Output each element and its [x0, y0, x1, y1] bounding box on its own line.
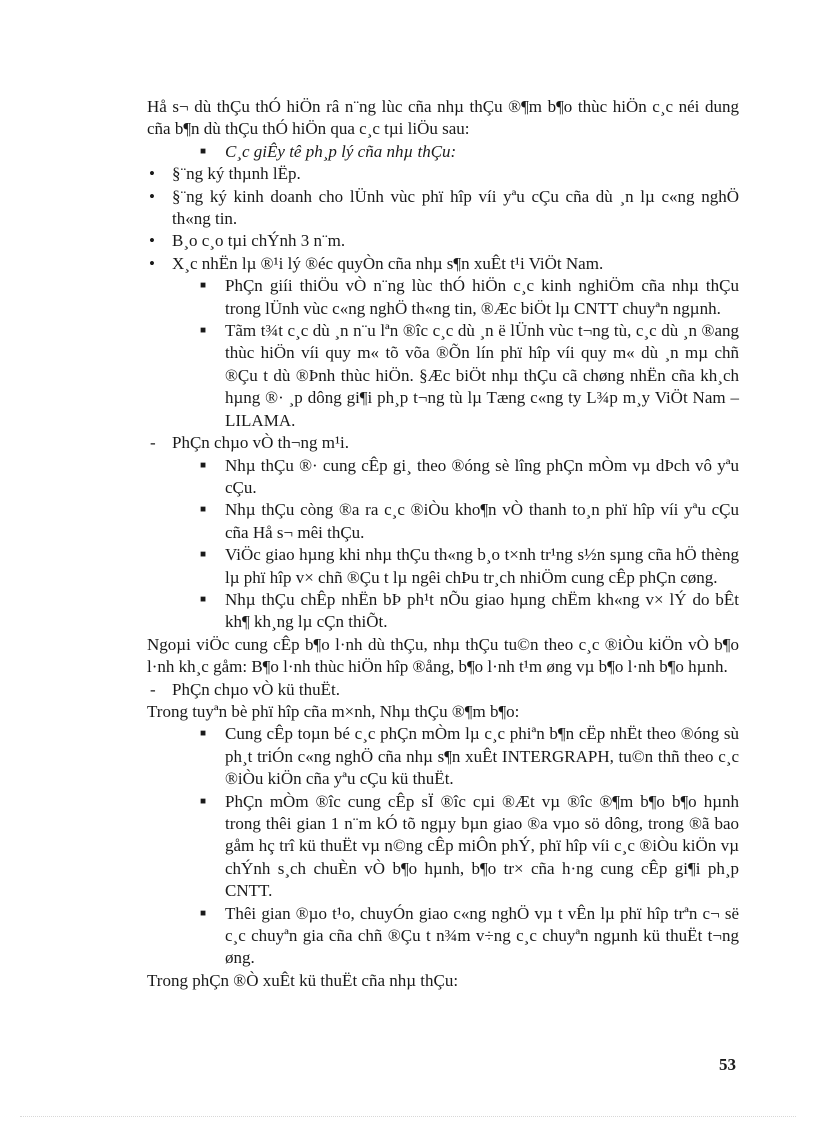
list-item-legal-heading [147, 141, 739, 163]
legal-heading: C¸c giÊy tê ph¸p lý cña nhµ thÇu: [225, 141, 457, 161]
square-bullet-icon: ■ [200, 325, 207, 337]
list-item [147, 253, 739, 275]
square-bullet-icon: ■ [200, 549, 207, 561]
list-item-text: Thêi gian ®µo t¹o, chuyÓn giao c«ng nghÖ vµ t vÊn lµ phï hîp trªn c¬ së c¸c chuyªn gia cña chñ ®Çu t n¾m v÷ng c¸c chuyªn ngµnh kü thuËt t¬ng øng. [225, 903, 739, 968]
square-bullet-icon: ■ [200, 593, 207, 605]
list-item-text: ViÖc giao hµng khi nhµ thÇu th«ng b¸o t×nh tr¹ng s½n sµng cña hÖ thèng lµ phï hîp v× chñ ®Çu t lµ ngêi chÞu tr¸ch nhiÖm cung cÊp phÇn cøng. [225, 545, 739, 587]
dash-bullet-icon: - [150, 433, 156, 453]
page-number: 53 [719, 1055, 736, 1074]
list-item-text: Nhµ thÇu còng ®a ra c¸c ®iÒu kho¶n vÒ thanh to¸n phï hîp víi yªu cÇu cña Hå s¬ mêi thÇu. [225, 500, 739, 542]
document-body [147, 96, 739, 992]
list-item-text: §¨ng ký kinh doanh cho lÜnh vùc phï hîp víi yªu cÇu cña dù ¸n lµ c«ng nghÖ th«ng tin. [172, 186, 739, 229]
compliance-paragraph: Trong tuyªn bè phï hîp cña m×nh, Nhµ thÇu ®¶m b¶o: [147, 701, 520, 721]
list-item-text: PhÇn mÒm ®îc cung cÊp sÏ ®îc cµi ®Æt vµ ®îc ®¶m b¶o b¶o hµnh trong thêi gian 1 n¨m kÓ tõ ngµy bµn giao ®a vµo sö dông, trong ®ã bao gåm hç trî kü thuËt vµ n©ng cÊp miÔn phÝ, phï hîp víi c¸c ®iÒu kiÖn vµ chÝnh s¸ch chuÈn vÒ b¶o hµnh, b¶o tr× cña h·ng cung cÊp gi¶i ph¸p CNTT. [225, 791, 739, 901]
section-heading-technical [147, 679, 739, 701]
list-item [147, 186, 739, 231]
square-bullet-icon: ■ [200, 795, 207, 807]
technical-proposal-paragraph: Trong phÇn ®Ò xuÊt kü thuËt cña nhµ thÇu: [147, 970, 459, 990]
list-item [147, 791, 739, 903]
section-heading-commercial [147, 432, 739, 454]
list-item [147, 163, 739, 185]
square-bullet-icon: ■ [200, 907, 207, 919]
list-item-text: PhÇn giíi thiÖu vÒ n¨ng lùc thÓ hiÖn c¸c kinh nghiÖm cña nhµ thÇu trong lÜnh vùc c«ng nghÖ th«ng tin, ®Æc biÖt lµ CNTT chuyªn ngµnh. [225, 276, 739, 318]
list-item-text: §¨ng ký thµnh lËp. [172, 164, 301, 184]
list-item [147, 903, 739, 970]
list-item-text: X¸c nhËn lµ ®¹i lý ®éc quyÒn cña nhµ s¶n xuÊt t¹i ViÖt Nam. [172, 253, 604, 273]
dot-bullet-icon: • [149, 253, 155, 273]
list-item-text: B¸o c¸o tµi chÝnh 3 n¨m. [172, 231, 346, 251]
dot-bullet-icon: • [149, 186, 155, 206]
square-bullet-icon: ■ [200, 280, 207, 292]
list-item [147, 320, 739, 432]
list-item-text: Tãm t¾t c¸c dù ¸n n¨u lªn ®îc c¸c dù ¸n ë lÜnh vùc t¬ng tù, c¸c dù ¸n ®ang thùc hiÖn víi quy m« tõ võa ®Õn lín phï hîp víi quy m« dù ¸n mµ chñ ®Çu t dù ®Þnh thùc hiÖn. §Æc biÖt nhµ thÇu cã chøng nhËn cña kh¸ch hµng ®· ¸p dông gi¶i ph¸p t¬ng tù lµ Tæng c«ng ty L¾p m¸y ViÖt Nam – LILAMA. [225, 321, 739, 430]
section-heading-text: PhÇn chµo vÒ th¬ng m¹i. [172, 433, 350, 453]
list-item [147, 723, 739, 790]
intro-paragraph: Hå s¬ dù thÇu thÓ hiÖn râ n¨ng lùc cña nhµ thÇu ®¶m b¶o thùc hiÖn c¸c néi dung cña b¶n dù thÇu thÓ hiÖn qua c¸c tµi liÖu sau: [147, 97, 739, 139]
page-bottom-divider [20, 1116, 796, 1117]
square-bullet-icon: ■ [200, 145, 207, 157]
list-item [147, 499, 739, 544]
list-item [147, 589, 739, 634]
list-item-text: Cung cÊp toµn bé c¸c phÇn mÒm lµ c¸c phiªn b¶n cËp nhËt theo ®óng sù ph¸t triÓn c«ng nghÖ cña nhµ s¶n xuÊt INTERGRAPH, tu©n thñ theo c¸c ®iÒu kiÖn cña yªu cÇu kü thuËt. [225, 724, 739, 789]
dot-bullet-icon: • [149, 164, 155, 184]
square-bullet-icon: ■ [200, 728, 207, 740]
section-heading-text: PhÇn chµo vÒ kü thuËt. [172, 679, 340, 699]
list-item [147, 544, 739, 589]
dot-bullet-icon: • [149, 231, 155, 251]
square-bullet-icon: ■ [200, 459, 207, 471]
guarantee-paragraph: Ngoµi viÖc cung cÊp b¶o l·nh dù thÇu, nhµ thÇu tu©n theo c¸c ®iÒu kiÖn vÒ b¶o l·nh kh¸c gåm: B¶o l·nh thùc hiÖn hîp ®ång, b¶o l·nh t¹m øng vµ b¶o l·nh b¶o hµnh. [147, 634, 739, 677]
list-item [147, 230, 739, 252]
list-item [147, 455, 739, 500]
list-item-text: Nhµ thÇu ®· cung cÊp gi¸ theo ®óng sè lîng phÇn mÒm vµ dÞch vô yªu cÇu. [225, 455, 739, 497]
square-bullet-icon: ■ [200, 504, 207, 516]
dash-bullet-icon: - [150, 679, 156, 699]
list-item [147, 275, 739, 320]
list-item-text: Nhµ thÇu chÊp nhËn bÞ ph¹t nÕu giao hµng chËm kh«ng v× lÝ do bÊt kh¶ kh¸ng lµ cÇn thiÕt. [225, 589, 739, 632]
